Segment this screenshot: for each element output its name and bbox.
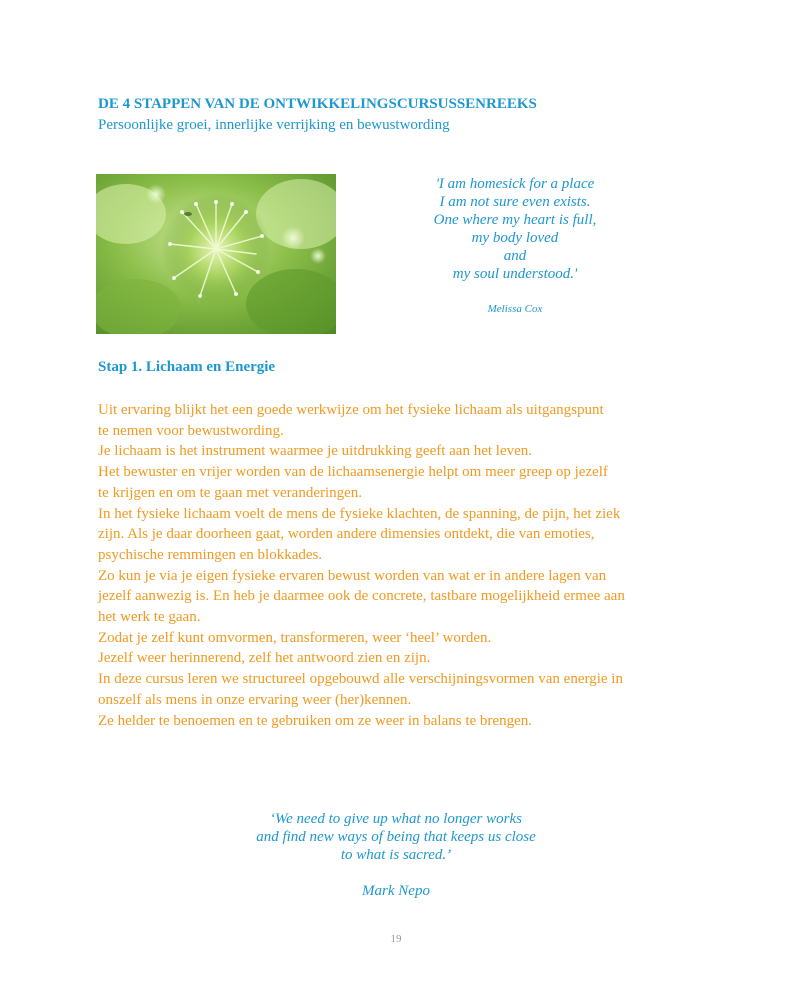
quote-line: I am not sure even exists. xyxy=(439,194,591,210)
quote-line: my soul understood.' xyxy=(452,266,578,282)
quote-line: and find new ways of being that keeps us close xyxy=(256,829,536,845)
body-line: In het fysieke lichaam voelt de mens de fysieke klachten, de spanning, de pijn, het ziek xyxy=(98,505,621,522)
page-number: 19 xyxy=(390,933,402,945)
section-body xyxy=(98,400,698,731)
quote-author: Mark Nepo xyxy=(362,883,430,899)
body-line: Zo kun je via je eigen fysieke ervaren bewust worden van wat er in andere lagen van xyxy=(98,567,607,584)
body-line: In deze cursus leren we structureel opgebouwd alle verschijningsvormen van energie in xyxy=(98,671,623,688)
body-line: te nemen voor bewustwording. xyxy=(98,422,284,439)
quote-line: One where my heart is full, xyxy=(433,212,597,228)
body-line: zijn. Als je daar doorheen gaat, worden andere dimensies ontdekt, die van emoties, xyxy=(98,526,595,543)
quote-bottom xyxy=(196,810,596,900)
body-line: psychische remmingen en blokkades. xyxy=(98,546,323,563)
body-line: Het bewuster en vrijer worden van de lichaamsenergie helpt om meer greep op jezelf xyxy=(98,464,608,481)
body-line: het werk te gaan. xyxy=(98,609,201,626)
body-line: jezelf aanwezig is. En heb je daarmee ook de concrete, tastbare mogelijkheid ermee aan xyxy=(98,588,625,605)
body-line: onszelf als mens in onze ervaring weer (her)kennen. xyxy=(98,691,412,708)
body-line: Uit ervaring blijkt het een goede werkwijze om het fysieke lichaam als uitgangspunt xyxy=(98,402,604,418)
body-line: te krijgen en om te gaan met veranderingen. xyxy=(98,484,363,501)
green-plant-photo xyxy=(96,174,336,334)
quote-top xyxy=(385,175,645,316)
quote-line: my body loved xyxy=(471,230,559,246)
quote-author: Melissa Cox xyxy=(487,303,543,315)
body-line: Jezelf weer herinnerend, zelf het antwoord zien en zijn. xyxy=(98,650,431,667)
quote-line: ‘We need to give up what no longer works xyxy=(270,811,522,827)
section-heading: Stap 1. Lichaam en Energie xyxy=(98,359,276,375)
page-title: DE 4 STAPPEN VAN DE ONTWIKKELINGSCURSUSSENREEKS xyxy=(98,96,537,112)
page-subtitle: Persoonlijke groei, innerlijke verrijking en bewustwording xyxy=(98,117,450,133)
quote-line: to what is sacred.’ xyxy=(340,847,452,863)
body-line: Je lichaam is het instrument waarmee je uitdrukking geeft aan het leven. xyxy=(98,443,533,460)
quote-line: and xyxy=(503,248,527,264)
body-line: Ze helder te benoemen en te gebruiken om ze weer in balans te brengen. xyxy=(98,712,532,729)
quote-line: 'I am homesick for a place xyxy=(435,176,595,192)
body-line: Zodat je zelf kunt omvormen, transformeren, weer ‘heel’ worden. xyxy=(98,629,492,646)
